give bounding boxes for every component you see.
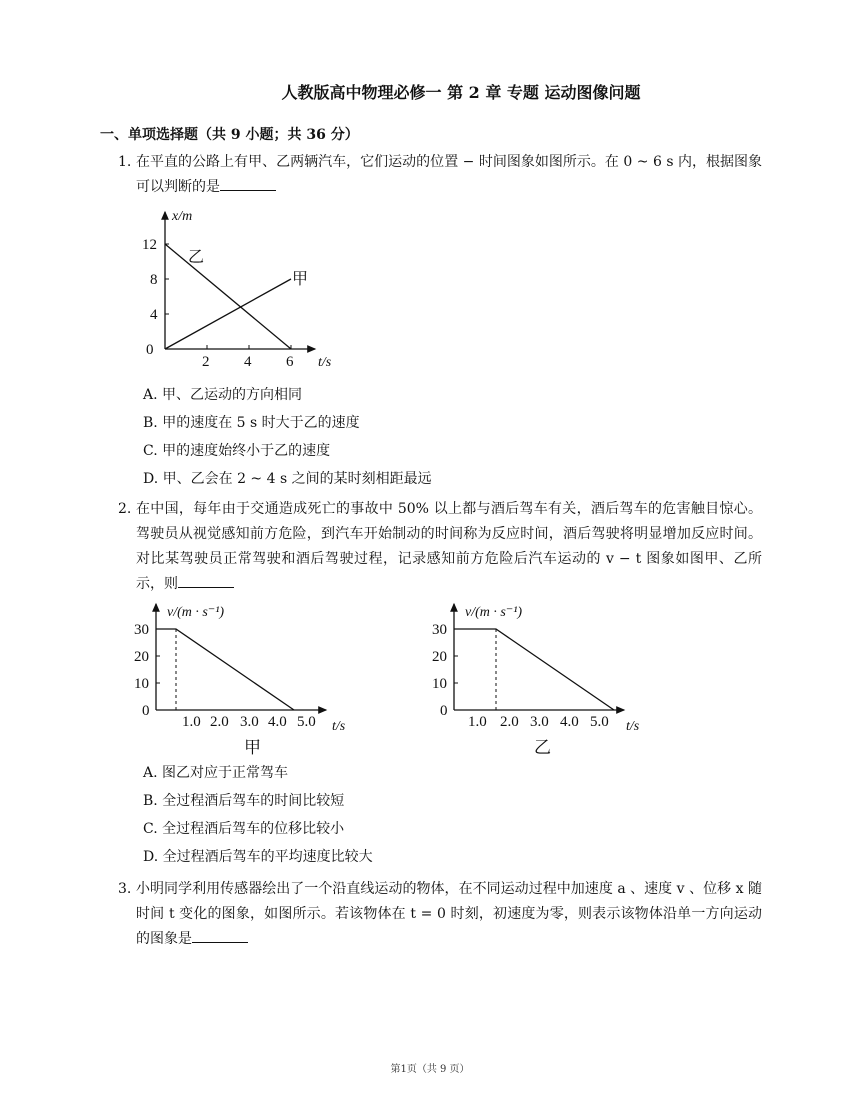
option-b[interactable]: B. 全过程酒后驾车的时间比较短	[143, 793, 345, 809]
question-number: 2.	[118, 501, 132, 517]
vt-line	[454, 629, 614, 710]
y-axis-label: x/m	[172, 209, 193, 224]
option-c[interactable]: C. 甲的速度始终小于乙的速度	[143, 443, 331, 459]
y-tick: 0	[440, 703, 448, 719]
question-text: 在平直的公路上有甲、乙两辆汽车，它们运动的位置 − 时间图象如图所示。在 0 ~ 6 s 内，根据图象可以判断的是	[136, 154, 762, 195]
y-tick: 8	[150, 272, 158, 288]
x-axis-label: t/s	[626, 719, 640, 734]
x-tick: 2.0	[500, 714, 519, 730]
x-tick: 4.0	[268, 714, 287, 730]
x-tick: 6	[286, 354, 294, 370]
figure-caption: 乙	[534, 738, 551, 757]
page-footer: 第1页（共 9 页）	[390, 1064, 470, 1075]
line-jia	[165, 279, 291, 349]
x-tick: 3.0	[240, 714, 259, 730]
y-tick: 20	[134, 649, 149, 665]
x-tick: 1.0	[468, 714, 487, 730]
y-tick: 20	[432, 649, 447, 665]
question-number: 3.	[118, 881, 132, 897]
x-tick: 5.0	[590, 714, 609, 730]
option-d[interactable]: D. 甲、乙会在 2 ~ 4 s 之间的某时刻相距最远	[143, 471, 432, 487]
y-tick: 4	[150, 307, 158, 323]
label-jia: 甲	[292, 271, 309, 288]
y-tick: 30	[432, 622, 447, 638]
x-axis-label: t/s	[318, 355, 332, 370]
x-tick: 4.0	[560, 714, 579, 730]
option-c[interactable]: C. 全过程酒后驾车的位移比较小	[143, 821, 345, 837]
figure-caption: 甲	[244, 738, 261, 757]
question-text: 小明同学利用传感器绘出了一个沿直线运动的物体，在不同运动过程中加速度 a 、速度 v 、位移 x 随时间 t 变化的图象，如图所示。若该物体在 t = 0 时刻，初速度为零，则表示该物体沿单一方向运动的图象是	[136, 881, 762, 947]
y-tick: 10	[432, 676, 447, 692]
x-axis-label: t/s	[332, 719, 346, 734]
x-tick: 5.0	[297, 714, 316, 730]
figure-xt-graph	[140, 204, 350, 380]
x-tick: 2	[202, 354, 210, 370]
x-tick: 3.0	[530, 714, 549, 730]
option-a[interactable]: A. 甲、乙运动的方向相同	[143, 387, 303, 403]
y-axis-label: v/(m · s⁻¹)	[167, 605, 225, 620]
question-2	[118, 497, 762, 597]
y-tick: 10	[134, 676, 149, 692]
line-yi	[165, 244, 291, 349]
question-text: 在中国，每年由于交通造成死亡的事故中 50% 以上都与酒后驾车有关，酒后驾车的危害触目惊心。驾驶员从视觉感知前方危险，到汽车开始制动的时间称为反应时间，酒后驾驶将明显增加反应时间。对比某驾驶员正常驾驶和酒后驾驶过程，记录感知前方危险后汽车运动的 v − t 图象如图甲、乙所示，则	[136, 501, 762, 592]
question-3	[118, 877, 762, 952]
y-axis-label: v/(m · s⁻¹)	[465, 605, 523, 620]
option-b[interactable]: B. 甲的速度在 5 s 时大于乙的速度	[143, 415, 360, 431]
question-1	[118, 150, 762, 200]
label-yi: 乙	[188, 249, 205, 266]
question-number: 1.	[118, 154, 132, 170]
y-tick: 12	[142, 237, 157, 253]
option-a[interactable]: A. 图乙对应于正常驾车	[143, 765, 289, 781]
vt-line	[156, 629, 294, 710]
x-tick: 1.0	[182, 714, 201, 730]
answer-blank[interactable]	[192, 928, 248, 943]
figure-vt-yi	[432, 598, 668, 764]
x-tick: 4	[244, 354, 252, 370]
figure-vt-jia	[134, 598, 370, 764]
page-title: 人教版高中物理必修一 第 2 章 专题 运动图像问题	[281, 83, 641, 102]
y-tick: 30	[134, 622, 149, 638]
y-tick: 0	[142, 703, 150, 719]
answer-blank[interactable]	[220, 176, 276, 191]
option-d[interactable]: D. 全过程酒后驾车的平均速度比较大	[143, 849, 373, 865]
x-tick: 2.0	[210, 714, 229, 730]
section-heading: 一、单项选择题（共 9 小题；共 36 分）	[100, 127, 359, 143]
answer-blank[interactable]	[178, 573, 234, 588]
y-tick: 0	[146, 342, 154, 358]
